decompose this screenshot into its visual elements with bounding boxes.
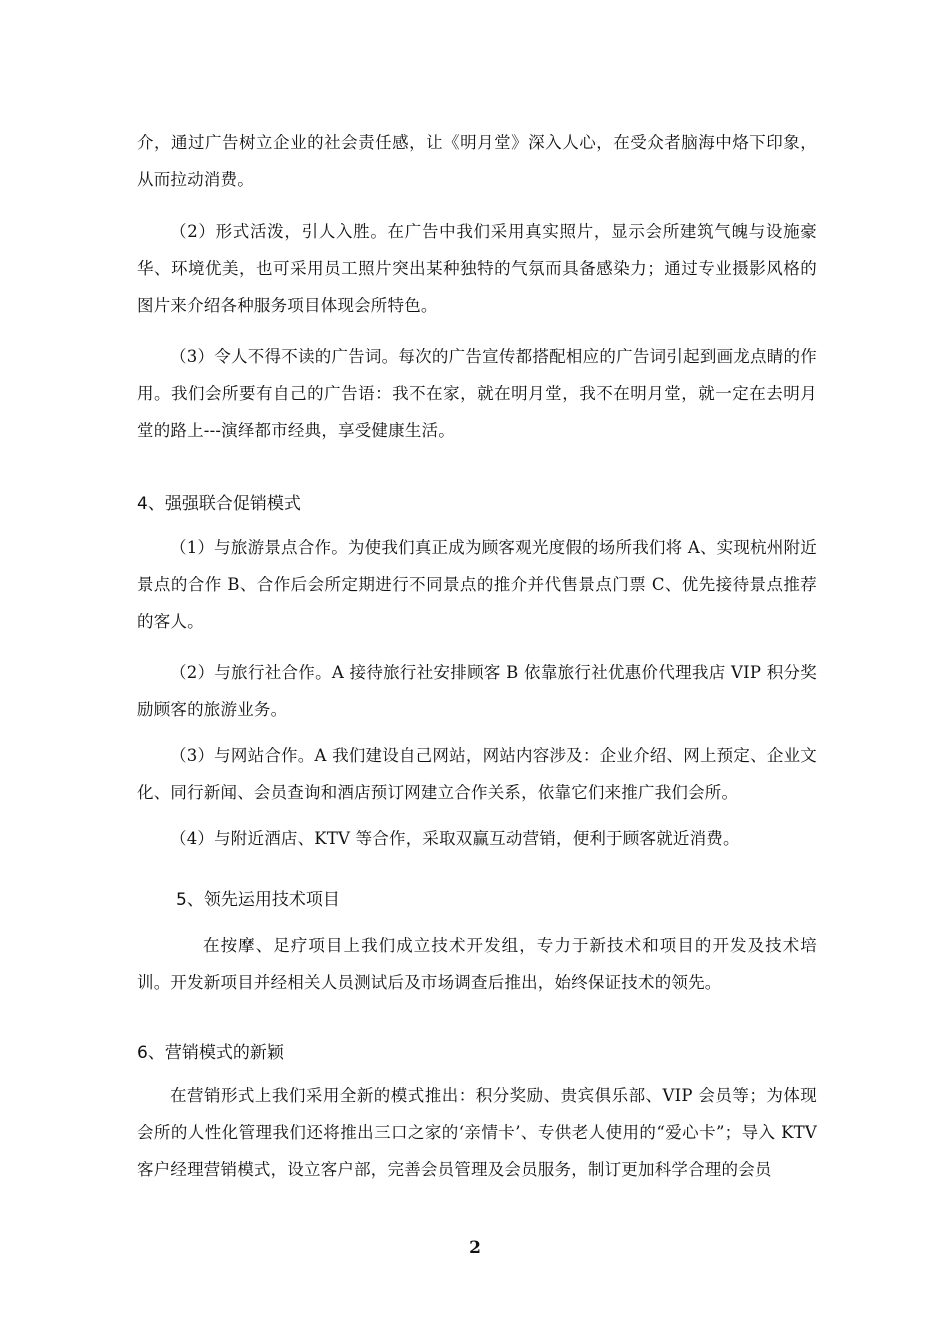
paragraph-website-cooperation: （3）与网站合作。A 我们建设自己网站，网站内容涉及：企业介绍、网上预定、企业文化、同行新闻、会员查询和酒店预订网建立合作关系，依靠它们来推广我们会所。: [137, 746, 817, 802]
paragraph-technology: 在按摩、足疗项目上我们成立技术开发组，专力于新技术和项目的开发及技术培训。开发新项目并经相关人员测试后及市场调查后推出，始终保证技术的领先。: [137, 936, 817, 992]
section-heading-4: 4、强强联合促销模式: [137, 494, 301, 514]
paragraph-continuation: 介，通过广告树立企业的社会责任感，让《明月堂》深入人心，在受众者脑海中烙下印象，从而拉动消费。: [137, 133, 817, 189]
paragraph-marketing-model: 在营销形式上我们采用全新的模式推出：积分奖励、贵宾俱乐部、VIP 会员等；为体现会所的人性化管理我们还将推出三口之家的‘亲情卡’、专供老人使用的“爱心卡”；导入 KTV 客户经理营销模式，设立客户部，完善会员管理及会员服务，制订更加科学合理的会员: [137, 1086, 817, 1179]
paragraph-travel-agency-cooperation: （2）与旅行社合作。A 接待旅行社安排顾客 B 依靠旅行社优惠价代理我店 VIP 积分奖励顾客的旅游业务。: [137, 663, 817, 719]
paragraph-tourism-cooperation: （1）与旅游景点合作。为使我们真正成为顾客观光度假的场所我们将 A、实现杭州附近景点的合作 B、合作后会所定期进行不同景点的推介并代售景点门票 C、优先接待景点推荐的客人。: [137, 538, 817, 631]
paragraph-slogan: （3）令人不得不读的广告词。每次的广告宣传都搭配相应的广告词引起到画龙点睛的作用。我们会所要有自己的广告语：我不在家，就在明月堂，我不在明月堂，就一定在去明月堂的路上---演绎都市经典，享受健康生活。: [137, 347, 817, 440]
section-heading-5: 5、领先运用技术项目: [176, 890, 340, 910]
paragraph-form-lively: （2）形式活泼，引人入胜。在广告中我们采用真实照片，显示会所建筑气魄与设施豪华、环境优美，也可采用员工照片突出某种独特的气氛而具备感染力；通过专业摄影风格的图片来介绍各种服务项目体现会所特色。: [137, 222, 817, 315]
paragraph-hotel-ktv-cooperation: （4）与附近酒店、KTV 等合作，采取双赢互动营销，便利于顾客就近消费。: [170, 829, 740, 848]
section-heading-6: 6、营销模式的新颖: [137, 1043, 284, 1063]
page-number: 2: [469, 1238, 481, 1258]
